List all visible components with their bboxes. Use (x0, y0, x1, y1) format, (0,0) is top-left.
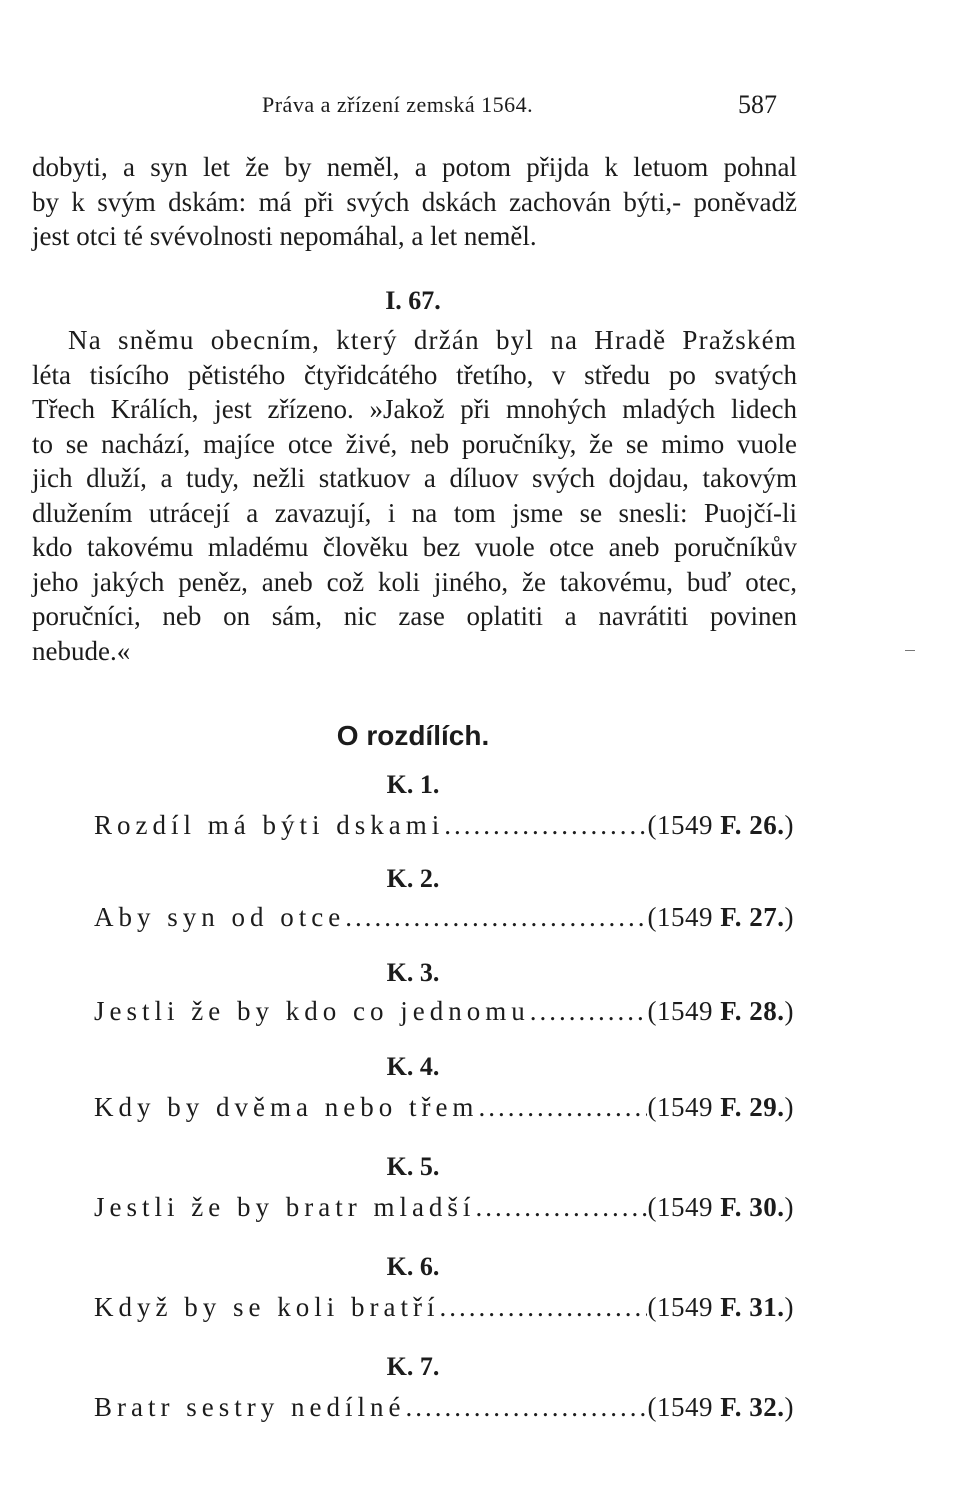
ref-close: ) (784, 902, 794, 932)
entry-reference (647, 1292, 794, 1323)
ref-folio: F. 31. (720, 1292, 785, 1322)
text-line: by k svým dskám: má při svých dskách zachován býti,- poněvadž (32, 186, 797, 217)
text-line: to se nachází, majíce otce živé, neb poručníky, že se mimo vuole (32, 428, 797, 459)
chapter-heading: K. 3. (386, 958, 440, 987)
text-line: Na sněmu obecním, který držán byl na Hradě Pražském (68, 325, 797, 355)
chapter-heading: K. 5. (386, 1152, 440, 1181)
text-line: poručníci, neb on sám, nic zase oplatiti a navrátiti povinen (32, 601, 797, 631)
dot-leader (439, 1292, 647, 1323)
article-heading: I. 67. (385, 286, 441, 315)
chapter-heading: K. 4. (386, 1052, 440, 1081)
text-line: jest otci té svévolnosti nepomáhal, a let neměl. (32, 221, 537, 251)
ref-close: ) (784, 1392, 794, 1422)
chapter-heading: K. 6. (386, 1252, 440, 1281)
margin-mark (905, 650, 915, 651)
entry-title: Jestli že by kdo co jednomu (94, 996, 530, 1026)
ref-folio: F. 27. (720, 902, 785, 932)
running-title: Práva a zřízení zemská 1564. (262, 92, 534, 117)
ref-year: (1549 (647, 996, 721, 1026)
entry-reference (647, 1092, 794, 1123)
paragraph-continued (32, 150, 797, 254)
dot-leader (345, 902, 647, 933)
toc-entry (94, 1292, 794, 1323)
entry-title: Kdy by dvěma nebo třem (94, 1092, 479, 1122)
ref-close: ) (784, 810, 794, 840)
page-number: 587 (738, 90, 777, 119)
entry-reference (647, 1392, 794, 1423)
entry-title: Jestli že by bratr mladší (94, 1192, 476, 1222)
toc-entry (94, 996, 794, 1027)
ref-close: ) (784, 1092, 794, 1122)
toc-entry (94, 1392, 794, 1423)
ref-close: ) (784, 1192, 794, 1222)
ref-year: (1549 (647, 810, 721, 840)
entry-title: Když by se koli bratří (94, 1292, 440, 1322)
text-line: dobyti, a syn let že by neměl, a potom přijda k letuom pohnal (32, 152, 797, 182)
toc-entry (94, 810, 794, 841)
ref-year: (1549 (647, 1392, 721, 1422)
entry-reference (647, 1192, 794, 1223)
ref-folio: F. 28. (720, 996, 785, 1026)
chapter-heading: K. 1. (386, 770, 440, 799)
text-line: jich dluží, a tudy, nežli statkuov a díluov svých dojdau, takovým (32, 463, 797, 493)
dot-leader (405, 1392, 647, 1423)
ref-close: ) (784, 1292, 794, 1322)
entry-title: Rozdíl má býti dskami (94, 810, 445, 840)
text-line: Třech Králích, jest zřízeno. »Jakož při mnohých mladých lidech (32, 394, 797, 424)
ref-year: (1549 (647, 1192, 721, 1222)
text-line: jeho jakých peněz, aneb což koli jiného, že takovému, buď otec, (32, 566, 797, 597)
dot-leader (444, 810, 647, 841)
dot-leader (475, 1192, 647, 1223)
text-line: nebude.« (32, 635, 131, 666)
toc-entry (94, 1092, 794, 1123)
ref-close: ) (784, 996, 794, 1026)
toc-entry (94, 902, 794, 933)
ref-folio: F. 32. (720, 1392, 785, 1422)
chapter-heading: K. 7. (386, 1352, 440, 1381)
ref-year: (1549 (647, 1092, 721, 1122)
dot-leader (478, 1092, 647, 1123)
entry-reference (647, 996, 794, 1027)
ref-folio: F. 26. (720, 810, 785, 840)
paragraph-article (32, 323, 797, 668)
ref-folio: F. 30. (720, 1192, 785, 1222)
dot-leader (530, 996, 648, 1027)
toc-entry (94, 1192, 794, 1223)
entry-reference (647, 902, 794, 933)
entry-title: Aby syn od otce (94, 902, 346, 932)
chapter-heading: K. 2. (386, 864, 440, 893)
text-line: dlužením utrácejí a zavazují, i na tom jsme se snesli: Puojčí-li (32, 497, 797, 528)
ref-year: (1549 (647, 902, 721, 932)
entry-reference (647, 810, 794, 841)
entry-title: Bratr sestry nedílné (94, 1392, 406, 1422)
text-line: kdo takovému mladému člověku bez vuole otce aneb poručníkův (32, 532, 797, 562)
section-title: O rozdílích. (336, 720, 490, 751)
ref-folio: F. 29. (720, 1092, 785, 1122)
text-line: léta tisícího pětistého čtyřidcátého třetího, v středu po svatých (32, 359, 797, 390)
ref-year: (1549 (647, 1292, 721, 1322)
